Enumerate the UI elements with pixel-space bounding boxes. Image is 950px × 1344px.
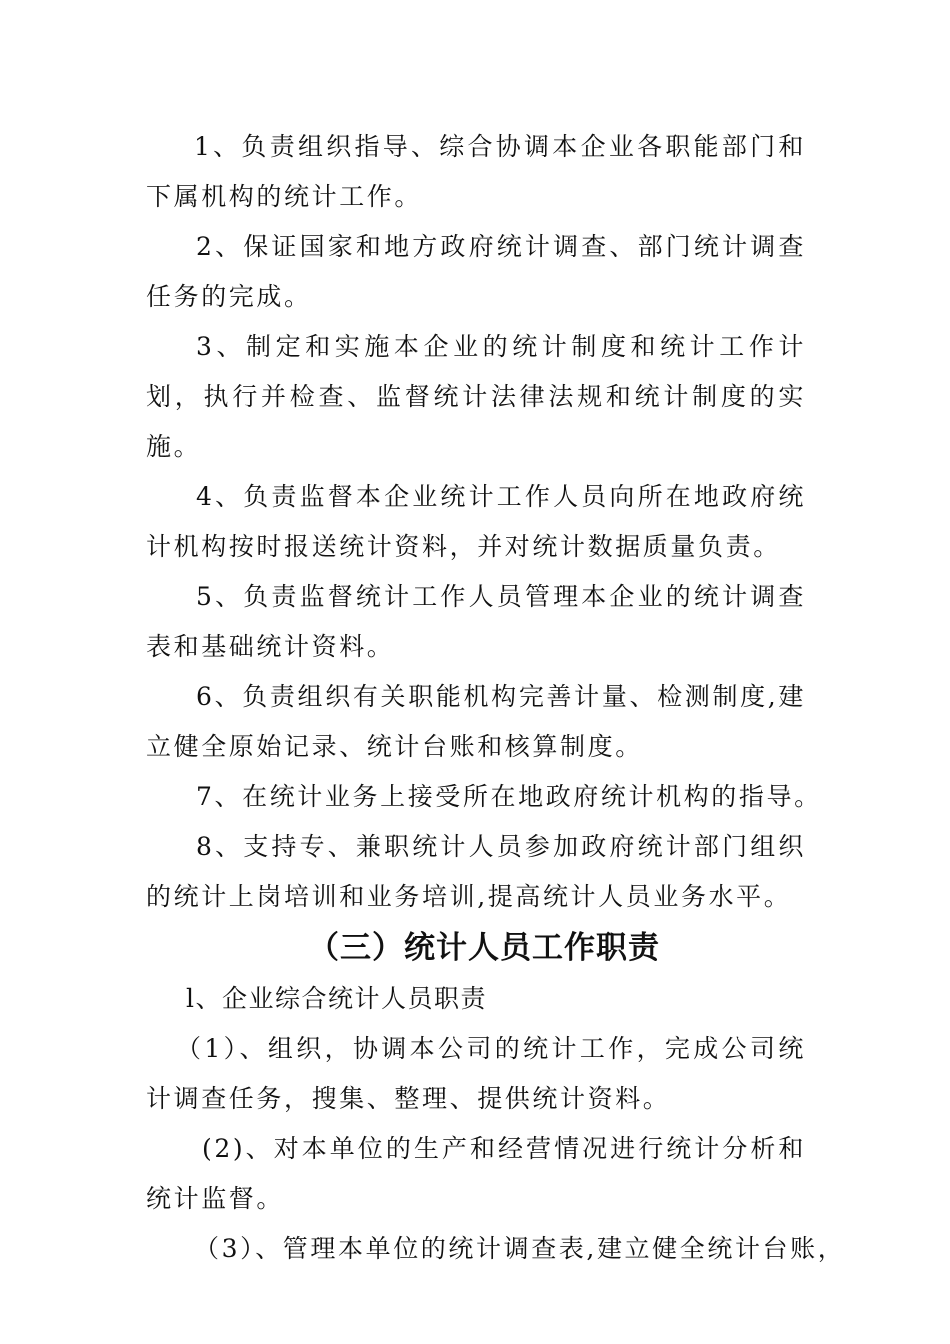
subsection-title: l、企业综合统计人员职责 (186, 984, 487, 1013)
staff-duty-paragraph-2: (2)、对本单位的生产和经营情况进行统计分析和统计监督。 (146, 1134, 806, 1213)
duty-paragraph-7: 7、在统计业务上接受所在地政府统计机构的指导。 (196, 782, 822, 811)
duty-paragraph-2: 2、保证国家和地方政府统计调查、部门统计调查任务的完成。 (146, 232, 806, 311)
duty-paragraph-6: 6、负责组织有关职能机构完善计量、检测制度,建立健全原始记录、统计台账和核算制度。 (146, 682, 806, 761)
duty-paragraph-1: 1、负责组织指导、综合协调本企业各职能部门和下属机构的统计工作。 (146, 132, 806, 211)
staff-duty-paragraph-1: （1）、组织，协调本公司的统计工作，完成公司统计调查任务，搜集、整理、提供统计资料。 (146, 1034, 806, 1113)
staff-duty-paragraph-3: （3）、管理本单位的统计调查表,建立健全统计台账， (194, 1234, 846, 1263)
duty-paragraph-5: 5、负责监督统计工作人员管理本企业的统计调查表和基础统计资料。 (146, 582, 806, 661)
duty-paragraph-4: 4、负责监督本企业统计工作人员向所在地政府统计机构按时报送统计资料，并对统计数据质量负责。 (146, 482, 806, 561)
duty-paragraph-3: 3、制定和实施本企业的统计制度和统计工作计划，执行并检查、监督统计法律法规和统计制度的实施。 (146, 332, 806, 461)
section-title: （三）统计人员工作职责 (308, 930, 660, 966)
document-page (146, 122, 846, 1274)
duty-paragraph-8: 8、支持专、兼职统计人员参加政府统计部门组织的统计上岗培训和业务培训,提高统计人员业务水平。 (146, 832, 806, 911)
